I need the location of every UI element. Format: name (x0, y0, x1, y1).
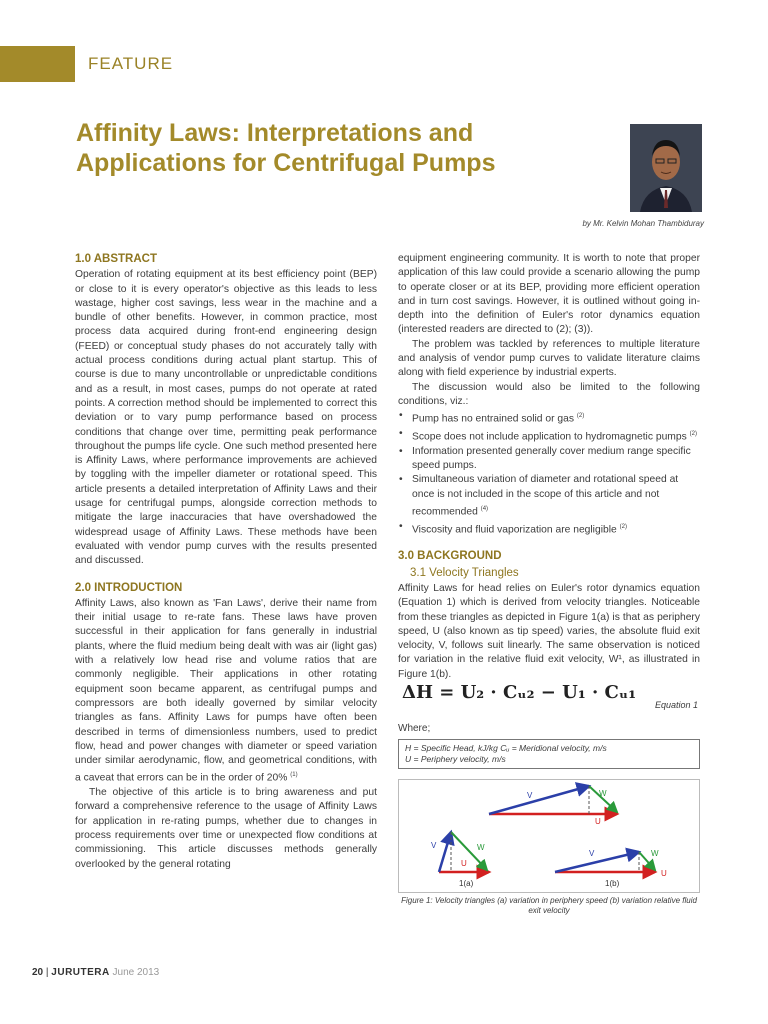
velocity-triangle-diagram (399, 780, 701, 892)
introduction-paragraph: Affinity Laws, also known as 'Fan Laws', derive their name from their initial usage to re-rate fans. These laws have proven successful in their application for fans generally in industrial plants, where the fluid medium being dealt with was air (light gas) with a relatively low head rise and volume ratios that are commonly negligible. Their applications in other rotating equipment soon became apparent, as centrifugal pumps and compressors are both ideally governed by similar velocity triangles as fans. Affinity Laws for pumps have often been described in terms of dimensionless numbers, used to predict flow, head and power changes with diameter or speed variation under similar aerodynamic, flow, and geometrical conditions, with a caveat that errors can be in the order of 20% $^{(1)}$ (75, 597, 377, 784)
vector-v-label: V (431, 841, 437, 851)
limits-paragraph: The discussion would also be limited to the following conditions, viz.: (398, 381, 700, 407)
page-footer (32, 967, 159, 978)
continued-paragraph: equipment engineering community. It is worth to note that proper application of this law could provide a scenario allowing the pump to operate closer or at its BEP, providing more efficient operation and in turn cost savings. However, it is outlined without going in-depth into the definition of Euler's rotor dynamics equation (interested readers are directed to (2); (3)). (398, 253, 700, 336)
vector-u-label: U (661, 869, 667, 879)
list-item: • Viscosity and fluid vaporization are negligible $^{(2)}$ (412, 520, 700, 538)
author-photo (630, 124, 702, 212)
definition-line: H = Specific Head, kJ/kg Cᵤ = Meridional velocity, m/s (405, 743, 607, 754)
problem-paragraph: The problem was tackled by references to multiple literature and analysis of vendor pump curves to validate literature claims along with field experience by industrial experts. (398, 338, 700, 379)
introduction-heading: 2.0 INTRODUCTION (75, 581, 183, 594)
vector-w-label: W (599, 789, 607, 799)
left-column (75, 252, 377, 872)
definitions-box (398, 739, 700, 769)
vector-v-label: V (527, 791, 533, 801)
page-number: 20 (32, 967, 44, 978)
vector-w-label: W (651, 849, 659, 859)
background-heading: 3.0 BACKGROUND (398, 550, 502, 563)
equation-label: Equation 1 (654, 700, 698, 710)
abstract-heading: 1.0 ABSTRACT (75, 253, 157, 265)
article-title: Affinity Laws: Interpretations and Applications for Centrifugal Pumps (76, 119, 496, 177)
velocity-triangle-figure (398, 779, 700, 893)
list-item: • Scope does not include application to hydromagnetic pumps $^{(2)}$ (412, 427, 700, 445)
figure-caption: Figure 1: Velocity triangles (a) variation in periphery speed (b) variation relative fluid exit velocity (401, 896, 697, 916)
definition-line: U = Periphery velocity, m/s (405, 754, 506, 765)
figure-label-a: 1(a) (459, 879, 474, 889)
equation-row (398, 682, 700, 720)
conditions-list (398, 409, 700, 537)
list-item: • Simultaneous variation of diameter and rotational speed at once is not included in the scope of this article and not recommended $^{(4)}$ (412, 473, 700, 519)
abstract-text: Operation of rotating equipment at its best efficiency point (BEP) or close to it is every operator's objective as this leads to less wastage, higher cost savings, less wear in the machine and a bundle of other benefits. However, in common practice, most process data acquired during front-end engineering design (FEED) or conceptual study phases do not accurately tally with actual process conditions during actual plant startup. This of course is due to many uncontrollable or unpredictable conditions and as a result, in most cases, pumps do not operate at rated points. A correction method should be implemented to correct this deviation or to vary pump performance based on process conditions that change over time, permitting peak performance throughout the pumps life cycle. One such method presented here is Affinity Laws, where performance improvements are achieved by toggling with the impeller diameter or rotational speed. This article presents a detailed interpretation of Affinity Laws and their usage for centrifugal pumps, alongside correction methods to mitigate the large inaccuracies that have overshadowed the widespread usage of Affinity Laws. These methods have been evaluated with vendor pump curves with the results presented and discussed. (75, 269, 377, 567)
author-byline: by Mr. Kelvin Mohan Thambiduray (582, 219, 704, 228)
citation-ref: (1) (290, 772, 298, 779)
euler-equation: ΔH = U₂ · Cᵤ₂ − U₁ · Cᵤ₁ (402, 682, 637, 703)
feature-color-bar (0, 46, 75, 82)
vector-w-label: W (477, 843, 485, 853)
vector-u-label: U (461, 859, 467, 869)
where-label: Where; (398, 723, 431, 734)
background-text: Affinity Laws for head relies on Euler's rotor dynamics equation (Equation 1) which is derived from velocity triangles. Noticeable from these triangles as depicted in Figure 1(a) is that as periphery speed, U (also known as tip speed) varies, the absolute fluid exit velocity, V, follows suit linearly. The same observation is noticed for variation in the relative fluid exit velocity, W¹, as illustrated in Figure 1(b). (398, 582, 700, 680)
section-label: FEATURE (88, 54, 174, 73)
velocity-triangles-subheading: 3.1 Velocity Triangles (410, 566, 519, 579)
figure-label-b: 1(b) (605, 879, 620, 889)
issue-date: June 2013 (112, 967, 160, 978)
objective-paragraph: The objective of this article is to bring awareness and put forward a comprehensive reference to the usage of Affinity Laws for application in re-rating pumps, whether due to changes in process requirements over time or unexpected flow conditions at commissioning. This article discusses methods generally overlooked by the general rotating (75, 787, 377, 870)
publication-name: JURUTERA (51, 967, 110, 978)
list-item: • Information presented generally cover medium range specific speed pumps. (412, 445, 700, 474)
vector-v-label: V (589, 849, 595, 859)
right-column (398, 252, 700, 916)
vector-u-label: U (595, 817, 601, 827)
list-item: • Pump has no entrained solid or gas $^{(2)}$ (412, 409, 700, 427)
footer-separator: | (45, 967, 49, 978)
author-portrait-illustration (630, 124, 702, 212)
